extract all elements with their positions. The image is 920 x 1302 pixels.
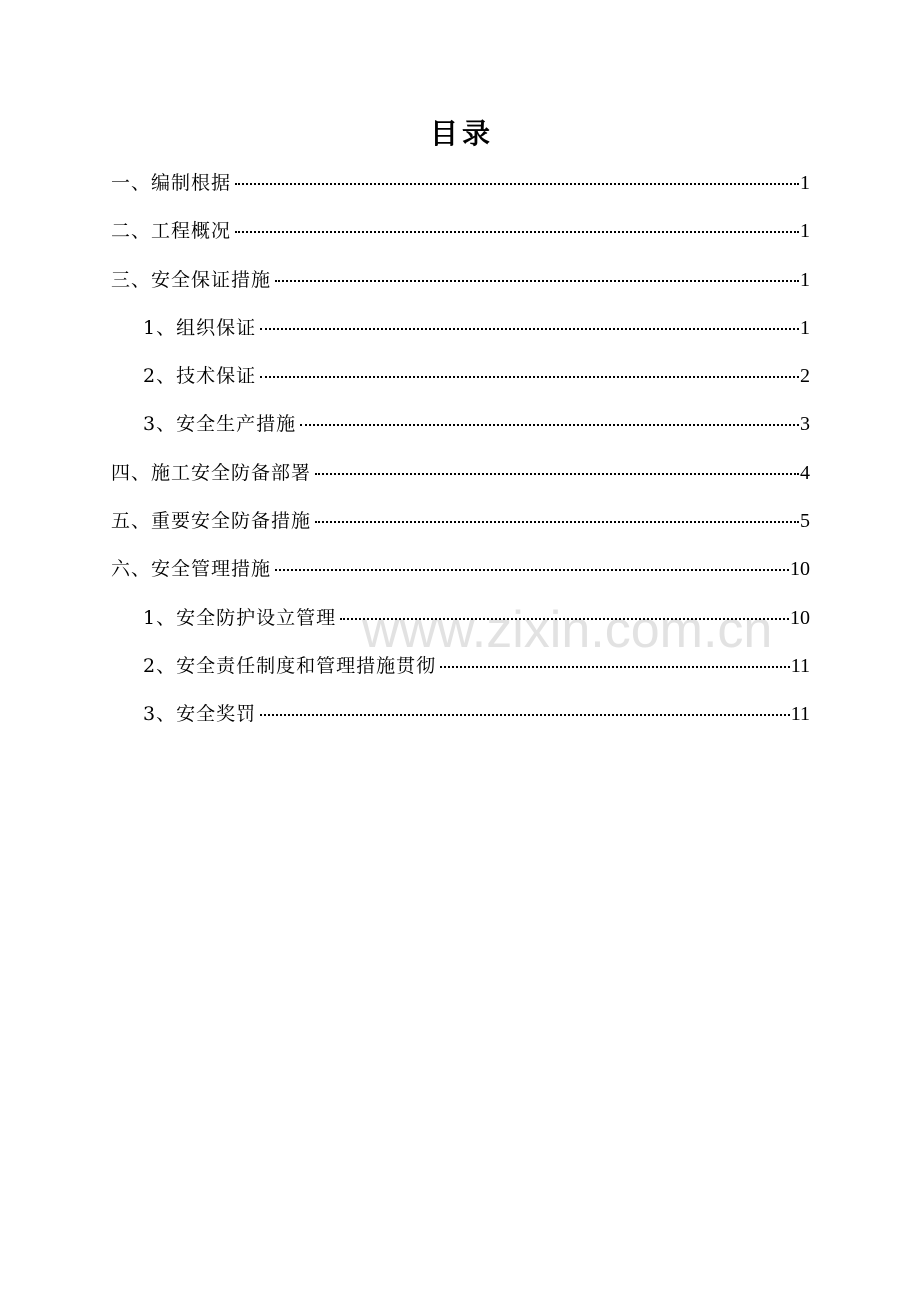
- toc-entry-6-3[interactable]: [111, 695, 810, 743]
- toc-dot-leader: [260, 714, 790, 716]
- toc-entry-label: 3、安全生产措施: [143, 413, 297, 436]
- toc-dot-leader: [300, 424, 799, 426]
- toc-entry-page: 3: [800, 413, 810, 436]
- toc-entry-2[interactable]: [111, 212, 810, 260]
- toc-entry-1[interactable]: [111, 164, 810, 212]
- toc-entry-3-3[interactable]: [111, 405, 810, 453]
- toc-entry-4[interactable]: [111, 454, 810, 502]
- toc-entry-page: 10: [790, 606, 810, 629]
- toc-dot-leader: [235, 231, 799, 233]
- toc-entry-3-2[interactable]: [111, 357, 810, 405]
- toc-entry-label: 一、编制根据: [111, 172, 232, 194]
- toc-list: [111, 164, 810, 744]
- toc-dot-leader: [275, 280, 799, 282]
- toc-entry-6[interactable]: [111, 550, 810, 598]
- toc-entry-label: 二、工程概况: [111, 220, 232, 243]
- toc-entry-page: 1: [800, 220, 810, 243]
- toc-dot-leader: [260, 376, 799, 378]
- toc-entry-page: 11: [790, 703, 810, 726]
- toc-dot-leader: [260, 328, 799, 330]
- toc-entry-6-1[interactable]: [111, 599, 810, 647]
- toc-entry-page: 11: [790, 654, 810, 677]
- toc-entry-label: 3、安全奖罚: [143, 703, 257, 726]
- toc-entry-page: 1: [800, 316, 810, 339]
- toc-dot-leader: [315, 521, 799, 523]
- toc-entry-label: 1、组织保证: [143, 316, 257, 339]
- toc-entry-label: 五、重要安全防备措施: [111, 510, 312, 533]
- toc-dot-leader: [340, 618, 789, 620]
- toc-entry-label: 2、安全责任制度和管理措施贯彻: [143, 654, 437, 677]
- toc-entry-label: 六、安全管理措施: [111, 558, 272, 581]
- toc-entry-page: 2: [800, 365, 810, 388]
- toc-title: 目录: [429, 117, 494, 150]
- toc-entry-page: 5: [800, 510, 810, 533]
- toc-dot-leader: [315, 473, 799, 475]
- toc-entry-page: 1: [800, 172, 810, 194]
- toc-entry-5[interactable]: [111, 502, 810, 550]
- toc-entry-6-2[interactable]: [111, 647, 810, 695]
- toc-entry-page: 4: [800, 461, 810, 484]
- toc-entry-page: 1: [800, 268, 810, 291]
- toc-entry-label: 四、施工安全防备部署: [111, 461, 312, 484]
- toc-entry-3-1[interactable]: [111, 309, 810, 357]
- toc-entry-label: 三、安全保证措施: [111, 268, 272, 291]
- toc-entry-label: 2、技术保证: [143, 365, 257, 388]
- toc-entry-page: 10: [790, 558, 810, 581]
- toc-entry-3[interactable]: [111, 261, 810, 309]
- toc-dot-leader: [235, 183, 799, 185]
- toc-entry-label: 1、安全防护设立管理: [143, 606, 337, 629]
- toc-dot-leader: [440, 666, 790, 668]
- toc-dot-leader: [275, 569, 789, 571]
- watermark: www.zixin.com.cn: [362, 601, 773, 659]
